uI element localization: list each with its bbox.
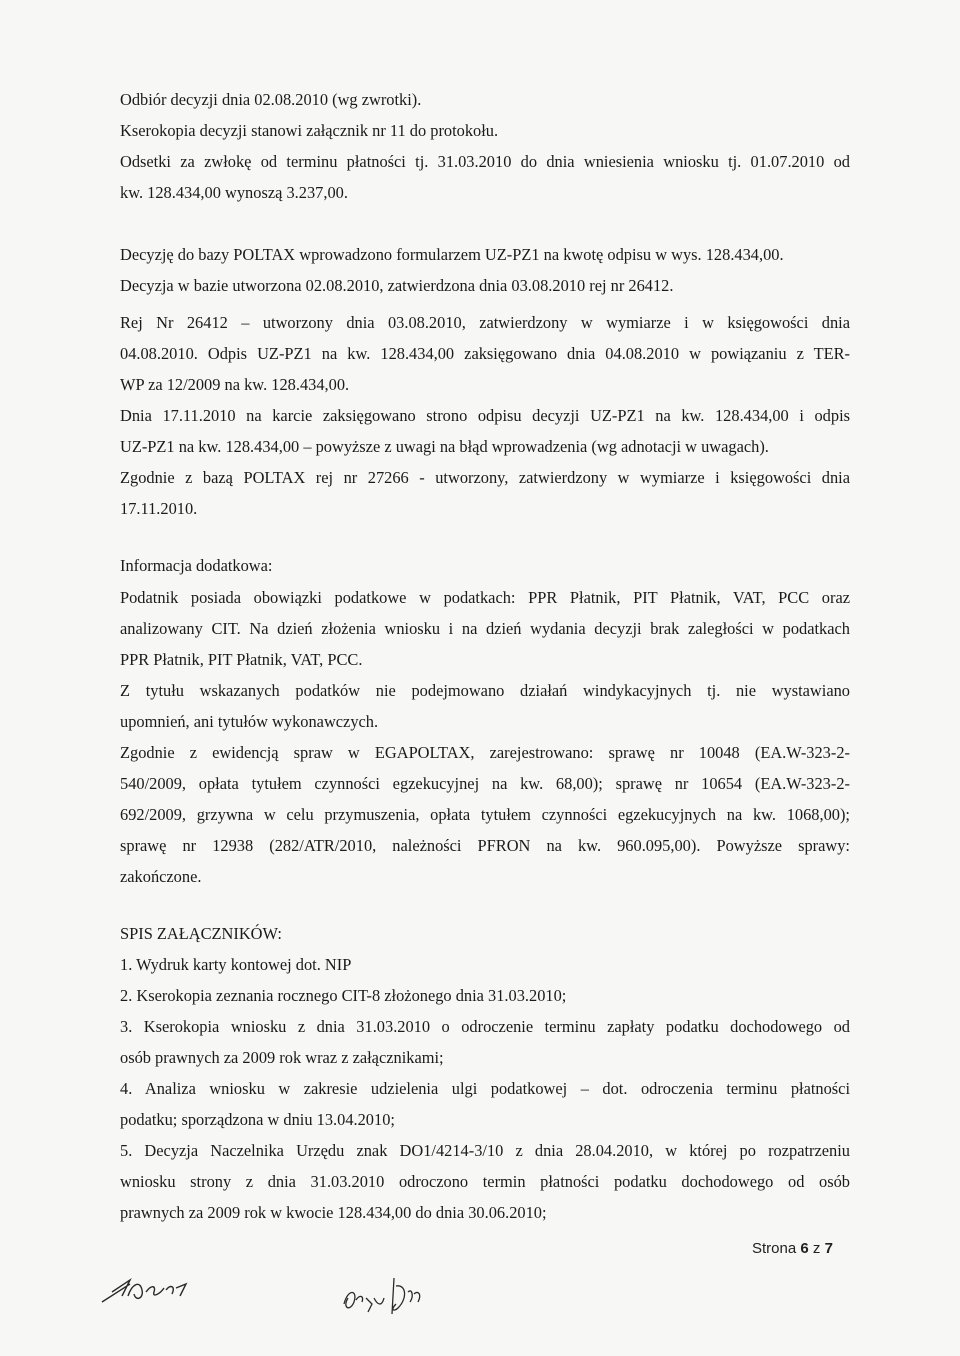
text-line: 540/2009, opłata tytułem czynności egzekucyjnej na kw. 68,00); sprawę nr 10654 (EA.W-323-2- <box>120 774 850 793</box>
text-line: Zgodnie z bazą POLTAX rej nr 27266 - utworzony, zatwierdzony w wymiarze i księgowości dnia <box>120 468 850 487</box>
text-line: 17.11.2010. <box>120 499 198 518</box>
text-line: UZ-PZ1 na kw. 128.434,00 – powyższe z uwagi na błąd wprowadzenia (wg adnotacji w uwagach). <box>120 437 769 456</box>
text-line: analizowany CIT. Na dzień złożenia wniosku i na dzień wydania decyzji brak zaległości w podatkach <box>120 619 850 638</box>
text-line: upomnień, ani tytułów wykonawczych. <box>120 712 379 731</box>
attachment-item: 3. Kserokopia wniosku z dnia 31.03.2010 o odroczenie terminu zapłaty podatku dochodowego od <box>120 1017 850 1036</box>
page-total: 7 <box>824 1240 833 1257</box>
attachment-item: prawnych za 2009 rok w kwocie 128.434,00 do dnia 30.06.2010; <box>120 1203 547 1222</box>
page-separator: z <box>812 1240 821 1257</box>
page-number <box>752 1240 833 1257</box>
text-line: Z tytułu wskazanych podatków nie podejmowano działań windykacyjnych tj. nie wystawiano <box>120 681 850 700</box>
attachment-item: 5. Decyzja Naczelnika Urzędu znak DO1/4214-3/10 z dnia 28.04.2010, w której po rozpatrzeniu <box>120 1141 850 1160</box>
attachment-item: podatku; sporządzona w dniu 13.04.2010; <box>120 1110 395 1129</box>
attachments-heading: SPIS ZAŁĄCZNIKÓW: <box>120 924 282 943</box>
text-line: Zgodnie z ewidencją spraw w EGAPOLTAX, zarejestrowano: sprawę nr 10048 (EA.W-323-2- <box>120 743 850 762</box>
text-line: kw. 128.434,00 wynoszą 3.237,00. <box>120 183 348 202</box>
text-line: Decyzja w bazie utworzona 02.08.2010, zatwierdzona dnia 03.08.2010 rej nr 26412. <box>120 276 674 295</box>
page-label: Strona <box>752 1240 797 1257</box>
page-current: 6 <box>800 1240 809 1257</box>
text-line: sprawę nr 12938 (282/ATR/2010, należności PFRON na kw. 960.095,00). Powyższe sprawy: <box>120 836 850 855</box>
attachment-item: osób prawnych za 2009 rok wraz z załącznikami; <box>120 1048 444 1067</box>
text-line: Podatnik posiada obowiązki podatkowe w podatkach: PPR Płatnik, PIT Płatnik, VAT, PCC oraz <box>120 588 850 607</box>
text-line: Odsetki za zwłokę od terminu płatności tj. 31.03.2010 do dnia wniesienia wniosku tj. 01.07.2010 od <box>120 152 850 171</box>
text-line: zakończone. <box>120 867 202 886</box>
section-heading: Informacja dodatkowa: <box>120 556 273 575</box>
text-line: Odbiór decyzji dnia 02.08.2010 (wg zwrotki). <box>120 90 422 109</box>
text-line: Dnia 17.11.2010 na karcie zaksięgowano strono odpisu decyzji UZ-PZ1 na kw. 128.434,00 i odpis <box>120 406 850 425</box>
text-line: 692/2009, grzywna w celu przymuszenia, opłata tytułem czynności egzekucyjnych na kw. 1068,00); <box>120 805 850 824</box>
attachment-item: wniosku strony z dnia 31.03.2010 odroczono termin płatności podatku dochodowego od osób <box>120 1172 850 1191</box>
text-line: 04.08.2010. Odpis UZ-PZ1 na kw. 128.434,00 zaksięgowano dnia 04.08.2010 w powiązaniu z TER- <box>120 344 850 363</box>
signature-left <box>100 1262 220 1312</box>
signature-center <box>338 1268 458 1328</box>
text-line: WP za 12/2009 na kw. 128.434,00. <box>120 375 350 394</box>
text-line: Kserokopia decyzji stanowi załącznik nr 11 do protokołu. <box>120 121 499 140</box>
text-line: Rej Nr 26412 – utworzony dnia 03.08.2010, zatwierdzony w wymiarze i w księgowości dnia <box>120 313 850 332</box>
attachment-item: 4. Analiza wniosku w zakresie udzielenia ulgi podatkowej – dot. odroczenia terminu płatności <box>120 1079 850 1098</box>
attachment-item: 2. Kserokopia zeznania rocznego CIT-8 złożonego dnia 31.03.2010; <box>120 986 567 1005</box>
text-line: PPR Płatnik, PIT Płatnik, VAT, PCC. <box>120 650 363 669</box>
attachment-item: 1. Wydruk karty kontowej dot. NIP <box>120 955 352 974</box>
text-line: Decyzję do bazy POLTAX wprowadzono formularzem UZ-PZ1 na kwotę odpisu w wys. 128.434,00. <box>120 245 784 264</box>
